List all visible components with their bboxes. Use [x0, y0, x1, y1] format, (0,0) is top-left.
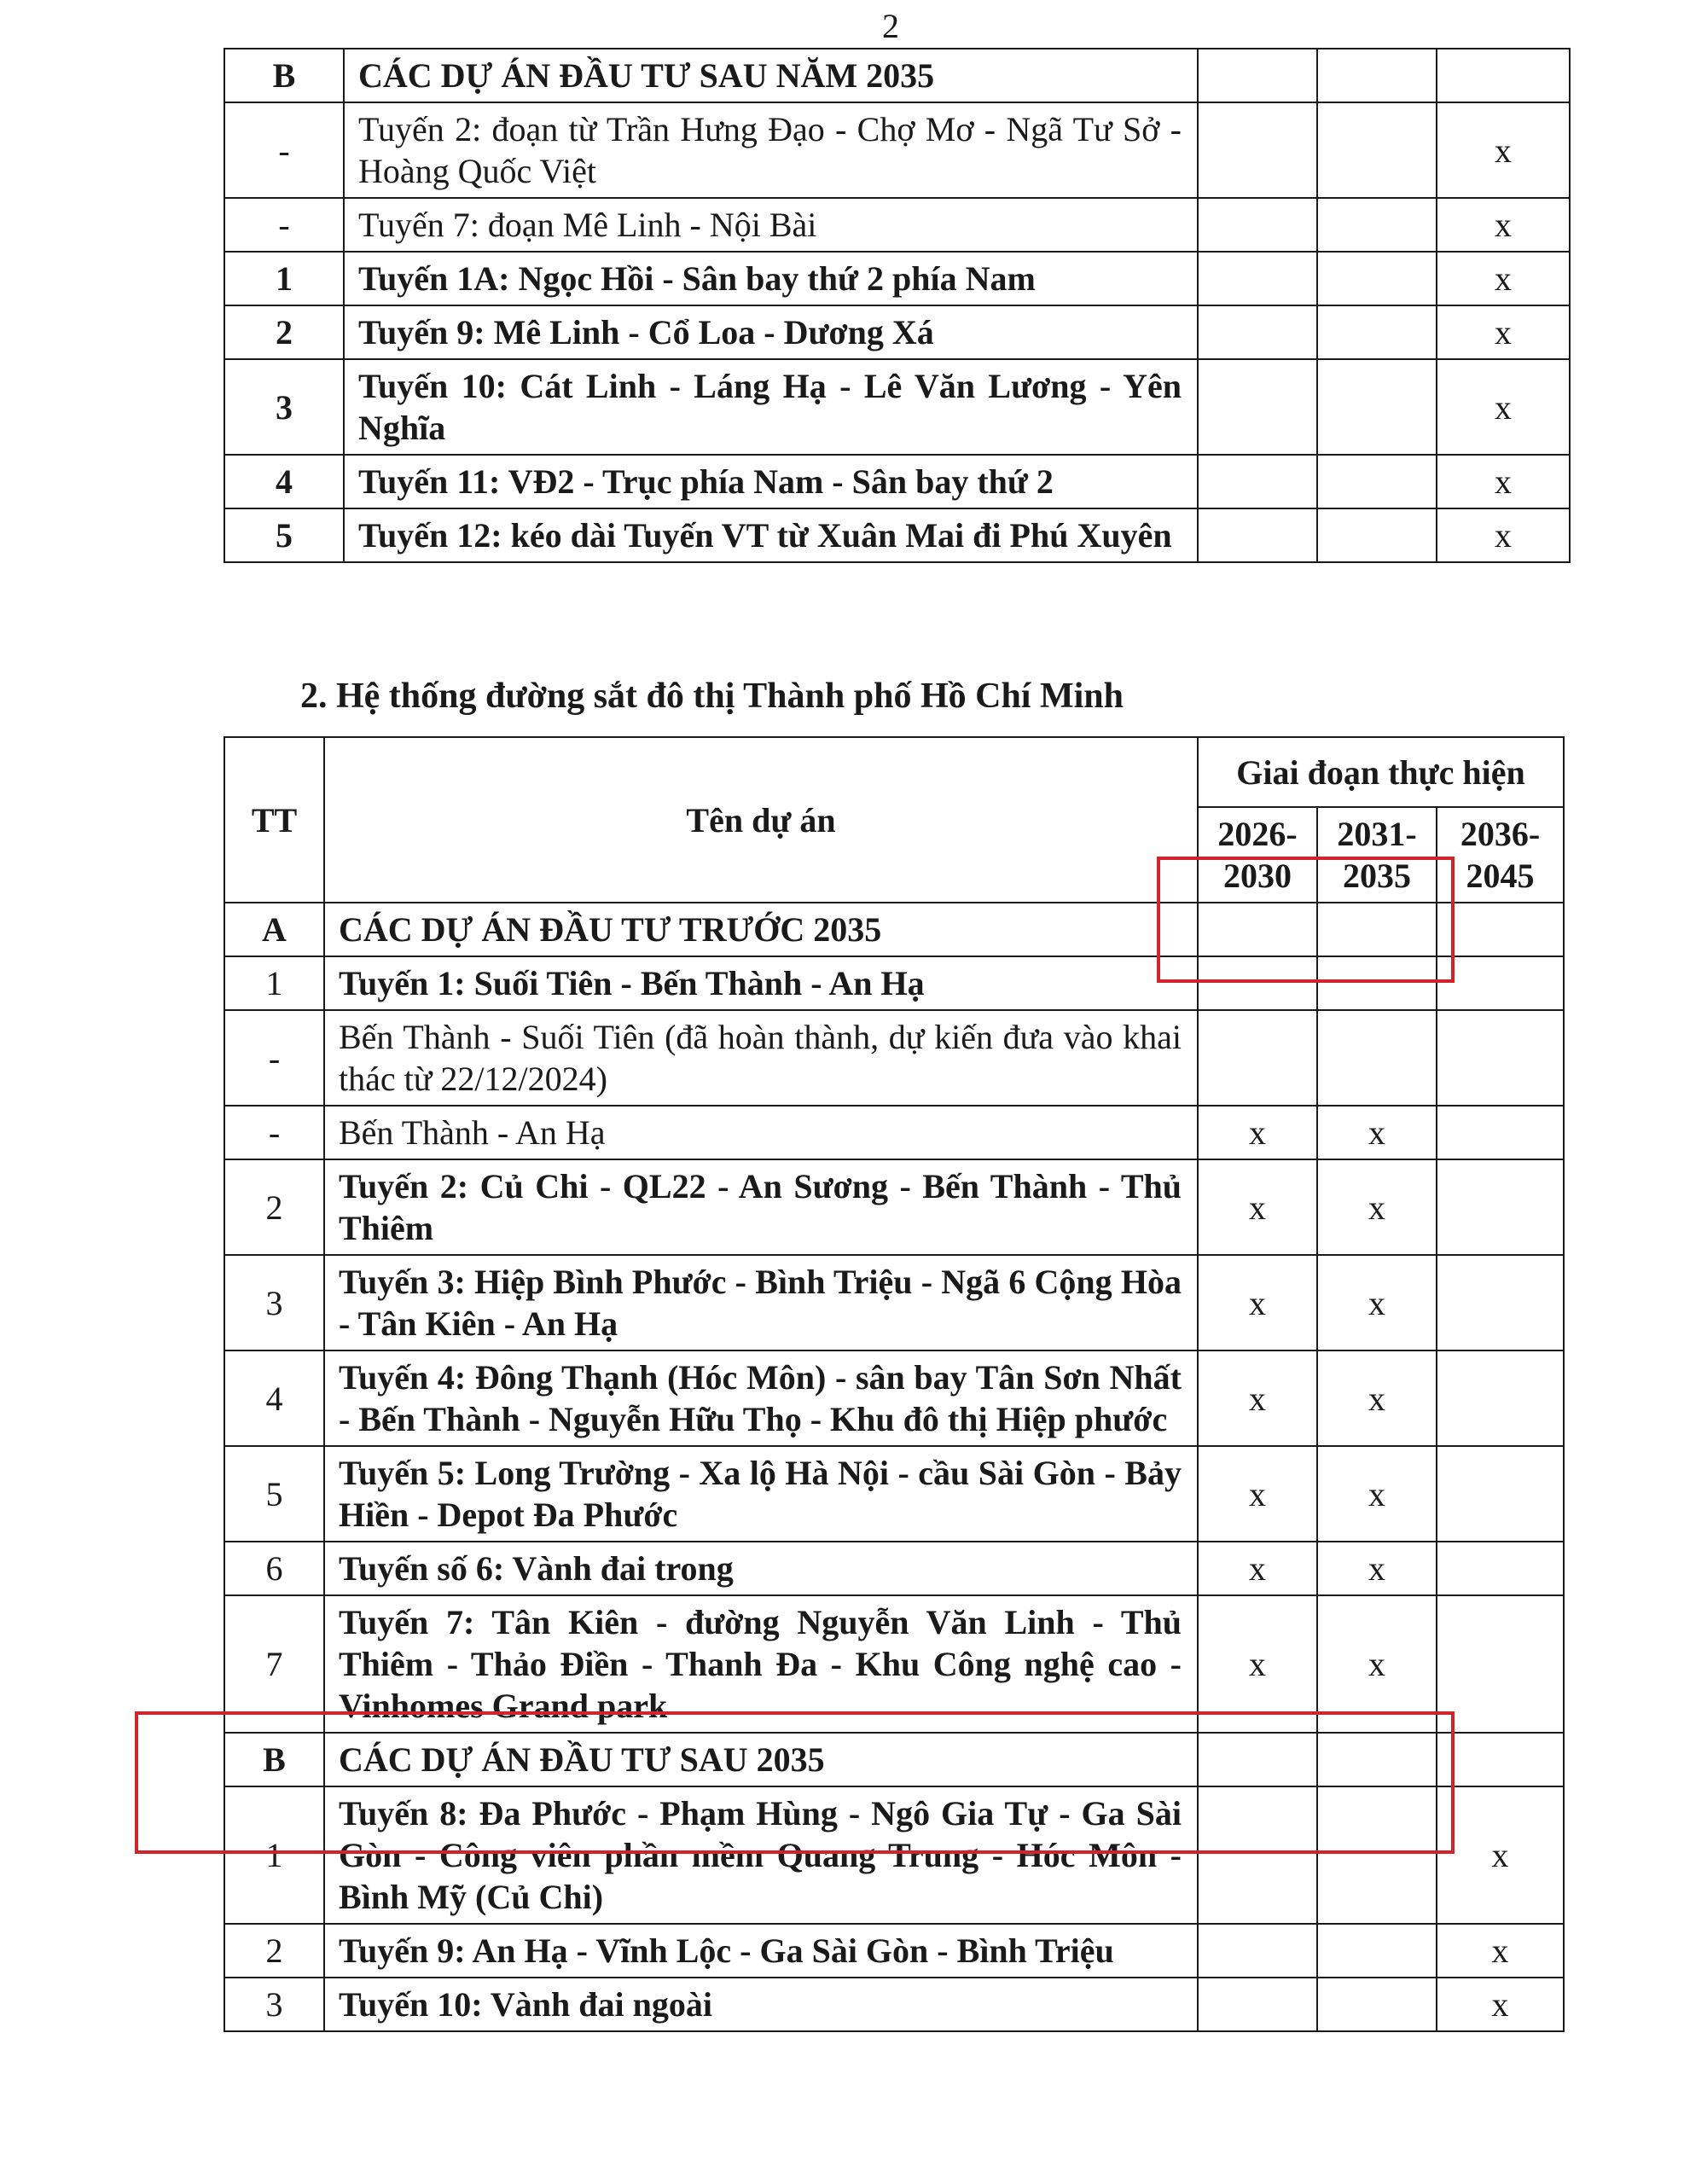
row-project-name: Bến Thành - An Hạ — [324, 1106, 1198, 1159]
row-tt: 4 — [224, 455, 344, 508]
row-mark-col1 — [1198, 1978, 1317, 2031]
table-row — [224, 102, 1570, 198]
row-mark-col1 — [1198, 305, 1317, 359]
row-mark-col3: x — [1437, 359, 1570, 455]
row-project-name: Tuyến 2: Củ Chi - QL22 - An Sương - Bến Thành - Thủ Thiêm — [324, 1159, 1198, 1255]
row-tt: 2 — [224, 1159, 324, 1255]
row-project-name: Tuyến số 6: Vành đai trong — [324, 1542, 1198, 1595]
row-project-name: Tuyến 8: Đa Phước - Phạm Hùng - Ngô Gia Tự - Ga Sài Gòn - Công viên phần mềm Quang Trung - Hóc Môn - Bình Mỹ (Củ Chi) — [324, 1786, 1198, 1924]
hanoi-projects-table — [224, 48, 1571, 563]
row-project-name: CÁC DỰ ÁN ĐẦU TƯ SAU NĂM 2035 — [344, 49, 1198, 102]
header-period-2036-2045: 2036-2045 — [1437, 807, 1564, 903]
row-tt: 3 — [224, 1978, 324, 2031]
row-mark-col1 — [1198, 1010, 1317, 1106]
row-project-name: Tuyến 10: Vành đai ngoài — [324, 1978, 1198, 2031]
row-mark-col2 — [1317, 49, 1437, 102]
row-mark-col1 — [1198, 508, 1317, 562]
row-mark-col3 — [1437, 49, 1570, 102]
row-project-name: Tuyến 12: kéo dài Tuyến VT từ Xuân Mai đi Phú Xuyên — [344, 508, 1198, 562]
row-mark-col1 — [1198, 1786, 1317, 1924]
row-tt: - — [224, 1106, 324, 1159]
row-mark-col2 — [1317, 508, 1437, 562]
row-project-name: Tuyến 7: đoạn Mê Linh - Nội Bài — [344, 198, 1198, 252]
row-mark-col3 — [1437, 903, 1564, 956]
header-period-2031-2035: 2031-2035 — [1317, 807, 1437, 903]
row-mark-col2: x — [1317, 1350, 1437, 1446]
row-mark-col3: x — [1437, 455, 1570, 508]
row-project-name: Bến Thành - Suối Tiên (đã hoàn thành, dự kiến đưa vào khai thác từ 22/12/2024) — [324, 1010, 1198, 1106]
row-mark-col1: x — [1198, 1106, 1317, 1159]
row-mark-col1 — [1198, 1733, 1317, 1786]
row-mark-col1: x — [1198, 1255, 1317, 1350]
table-row — [224, 305, 1570, 359]
row-tt: 3 — [224, 1255, 324, 1350]
row-mark-col3 — [1437, 1350, 1564, 1446]
row-mark-col3: x — [1437, 1978, 1564, 2031]
row-project-name: Tuyến 3: Hiệp Bình Phước - Bình Triệu - Ngã 6 Cộng Hòa - Tân Kiên - An Hạ — [324, 1255, 1198, 1350]
row-mark-col2 — [1317, 359, 1437, 455]
row-mark-col1 — [1198, 252, 1317, 305]
row-mark-col1 — [1198, 49, 1317, 102]
row-mark-col2: x — [1317, 1106, 1437, 1159]
row-mark-col1 — [1198, 359, 1317, 455]
table-row — [224, 903, 1564, 956]
row-project-name: Tuyến 2: đoạn từ Trần Hưng Đạo - Chợ Mơ - Ngã Tư Sở - Hoàng Quốc Việt — [344, 102, 1198, 198]
row-project-name: Tuyến 11: VĐ2 - Trục phía Nam - Sân bay thứ 2 — [344, 455, 1198, 508]
row-mark-col2: x — [1317, 1542, 1437, 1595]
row-tt: 2 — [224, 305, 344, 359]
table-row — [224, 1733, 1564, 1786]
row-tt: A — [224, 903, 324, 956]
row-mark-col2 — [1317, 903, 1437, 956]
row-mark-col3 — [1437, 1255, 1564, 1350]
row-mark-col3: x — [1437, 1786, 1564, 1924]
row-mark-col3: x — [1437, 508, 1570, 562]
header-implementation-phase: Giai đoạn thực hiện — [1198, 737, 1564, 807]
table-row — [224, 359, 1570, 455]
row-mark-col2 — [1317, 305, 1437, 359]
section-heading-hcmc: 2. Hệ thống đường sắt đô thị Thành phố Hồ Chí Minh — [300, 677, 1124, 716]
row-mark-col1: x — [1198, 1446, 1317, 1542]
row-mark-col1: x — [1198, 1350, 1317, 1446]
row-mark-col3 — [1437, 1446, 1564, 1542]
row-mark-col2 — [1317, 455, 1437, 508]
row-mark-col1: x — [1198, 1595, 1317, 1733]
table-row — [224, 1255, 1564, 1350]
row-project-name: Tuyến 5: Long Trường - Xa lộ Hà Nội - cầu Sài Gòn - Bảy Hiền - Depot Đa Phước — [324, 1446, 1198, 1542]
row-mark-col1 — [1198, 102, 1317, 198]
row-project-name: Tuyến 9: An Hạ - Vĩnh Lộc - Ga Sài Gòn - Bình Triệu — [324, 1924, 1198, 1978]
row-mark-col3: x — [1437, 1924, 1564, 1978]
row-mark-col3 — [1437, 1106, 1564, 1159]
row-tt: 3 — [224, 359, 344, 455]
row-mark-col3 — [1437, 1159, 1564, 1255]
row-mark-col2: x — [1317, 1446, 1437, 1542]
row-mark-col3: x — [1437, 102, 1570, 198]
row-project-name: Tuyến 9: Mê Linh - Cổ Loa - Dương Xá — [344, 305, 1198, 359]
row-tt: 2 — [224, 1924, 324, 1978]
row-tt: 1 — [224, 1786, 324, 1924]
row-mark-col1 — [1198, 956, 1317, 1010]
header-project-name: Tên dự án — [324, 737, 1198, 903]
row-mark-col2 — [1317, 1786, 1437, 1924]
row-project-name: CÁC DỰ ÁN ĐẦU TƯ TRƯỚC 2035 — [324, 903, 1198, 956]
row-tt: 5 — [224, 1446, 324, 1542]
row-mark-col1 — [1198, 1924, 1317, 1978]
row-mark-col1: x — [1198, 1159, 1317, 1255]
row-mark-col1 — [1198, 198, 1317, 252]
table-row — [224, 956, 1564, 1010]
table-row — [224, 1924, 1564, 1978]
row-mark-col2 — [1317, 1978, 1437, 2031]
row-tt: 1 — [224, 252, 344, 305]
row-tt: - — [224, 1010, 324, 1106]
table-row — [224, 455, 1570, 508]
table-row — [224, 198, 1570, 252]
hcmc-projects-table — [224, 736, 1565, 2032]
row-project-name: Tuyến 1A: Ngọc Hồi - Sân bay thứ 2 phía Nam — [344, 252, 1198, 305]
row-mark-col2 — [1317, 198, 1437, 252]
row-mark-col2: x — [1317, 1159, 1437, 1255]
table-header-row — [224, 737, 1564, 807]
row-tt: 5 — [224, 508, 344, 562]
row-mark-col2 — [1317, 1924, 1437, 1978]
row-mark-col3: x — [1437, 305, 1570, 359]
row-tt: 1 — [224, 956, 324, 1010]
table-row — [224, 1106, 1564, 1159]
row-mark-col1 — [1198, 455, 1317, 508]
row-mark-col2 — [1317, 956, 1437, 1010]
table-row — [224, 508, 1570, 562]
table-row — [224, 1010, 1564, 1106]
row-mark-col3: x — [1437, 252, 1570, 305]
row-mark-col2 — [1317, 1010, 1437, 1106]
page-number: 2 — [882, 7, 899, 45]
row-mark-col1: x — [1198, 1542, 1317, 1595]
row-tt: B — [224, 49, 344, 102]
row-project-name: Tuyến 1: Suối Tiên - Bến Thành - An Hạ — [324, 956, 1198, 1010]
table-row — [224, 1159, 1564, 1255]
row-tt: B — [224, 1733, 324, 1786]
row-project-name: CÁC DỰ ÁN ĐẦU TƯ SAU 2035 — [324, 1733, 1198, 1786]
row-mark-col3 — [1437, 1542, 1564, 1595]
row-project-name: Tuyến 4: Đông Thạnh (Hóc Môn) - sân bay Tân Sơn Nhất - Bến Thành - Nguyễn Hữu Thọ - Khu đô thị Hiệp phước — [324, 1350, 1198, 1446]
row-tt: 7 — [224, 1595, 324, 1733]
header-period-2026-2030: 2026-2030 — [1198, 807, 1317, 903]
row-tt: 6 — [224, 1542, 324, 1595]
row-tt: 4 — [224, 1350, 324, 1446]
row-mark-col2 — [1317, 1733, 1437, 1786]
row-mark-col3 — [1437, 956, 1564, 1010]
row-mark-col3: x — [1437, 198, 1570, 252]
row-project-name: Tuyến 7: Tân Kiên - đường Nguyễn Văn Linh - Thủ Thiêm - Thảo Điền - Thanh Đa - Khu Công nghệ cao - Vinhomes Grand park — [324, 1595, 1198, 1733]
table-row — [224, 1542, 1564, 1595]
row-mark-col1 — [1198, 903, 1317, 956]
table-row — [224, 252, 1570, 305]
row-tt: - — [224, 102, 344, 198]
row-project-name: Tuyến 10: Cát Linh - Láng Hạ - Lê Văn Lương - Yên Nghĩa — [344, 359, 1198, 455]
table-row — [224, 1446, 1564, 1542]
row-mark-col2 — [1317, 102, 1437, 198]
table-row — [224, 1978, 1564, 2031]
table-row — [224, 1595, 1564, 1733]
row-mark-col2 — [1317, 252, 1437, 305]
table-row — [224, 1350, 1564, 1446]
row-mark-col2: x — [1317, 1255, 1437, 1350]
row-mark-col3 — [1437, 1010, 1564, 1106]
table-row — [224, 49, 1570, 102]
table-row — [224, 1786, 1564, 1924]
row-tt: - — [224, 198, 344, 252]
header-tt: TT — [224, 737, 324, 903]
row-mark-col3 — [1437, 1733, 1564, 1786]
row-mark-col2: x — [1317, 1595, 1437, 1733]
row-mark-col3 — [1437, 1595, 1564, 1733]
